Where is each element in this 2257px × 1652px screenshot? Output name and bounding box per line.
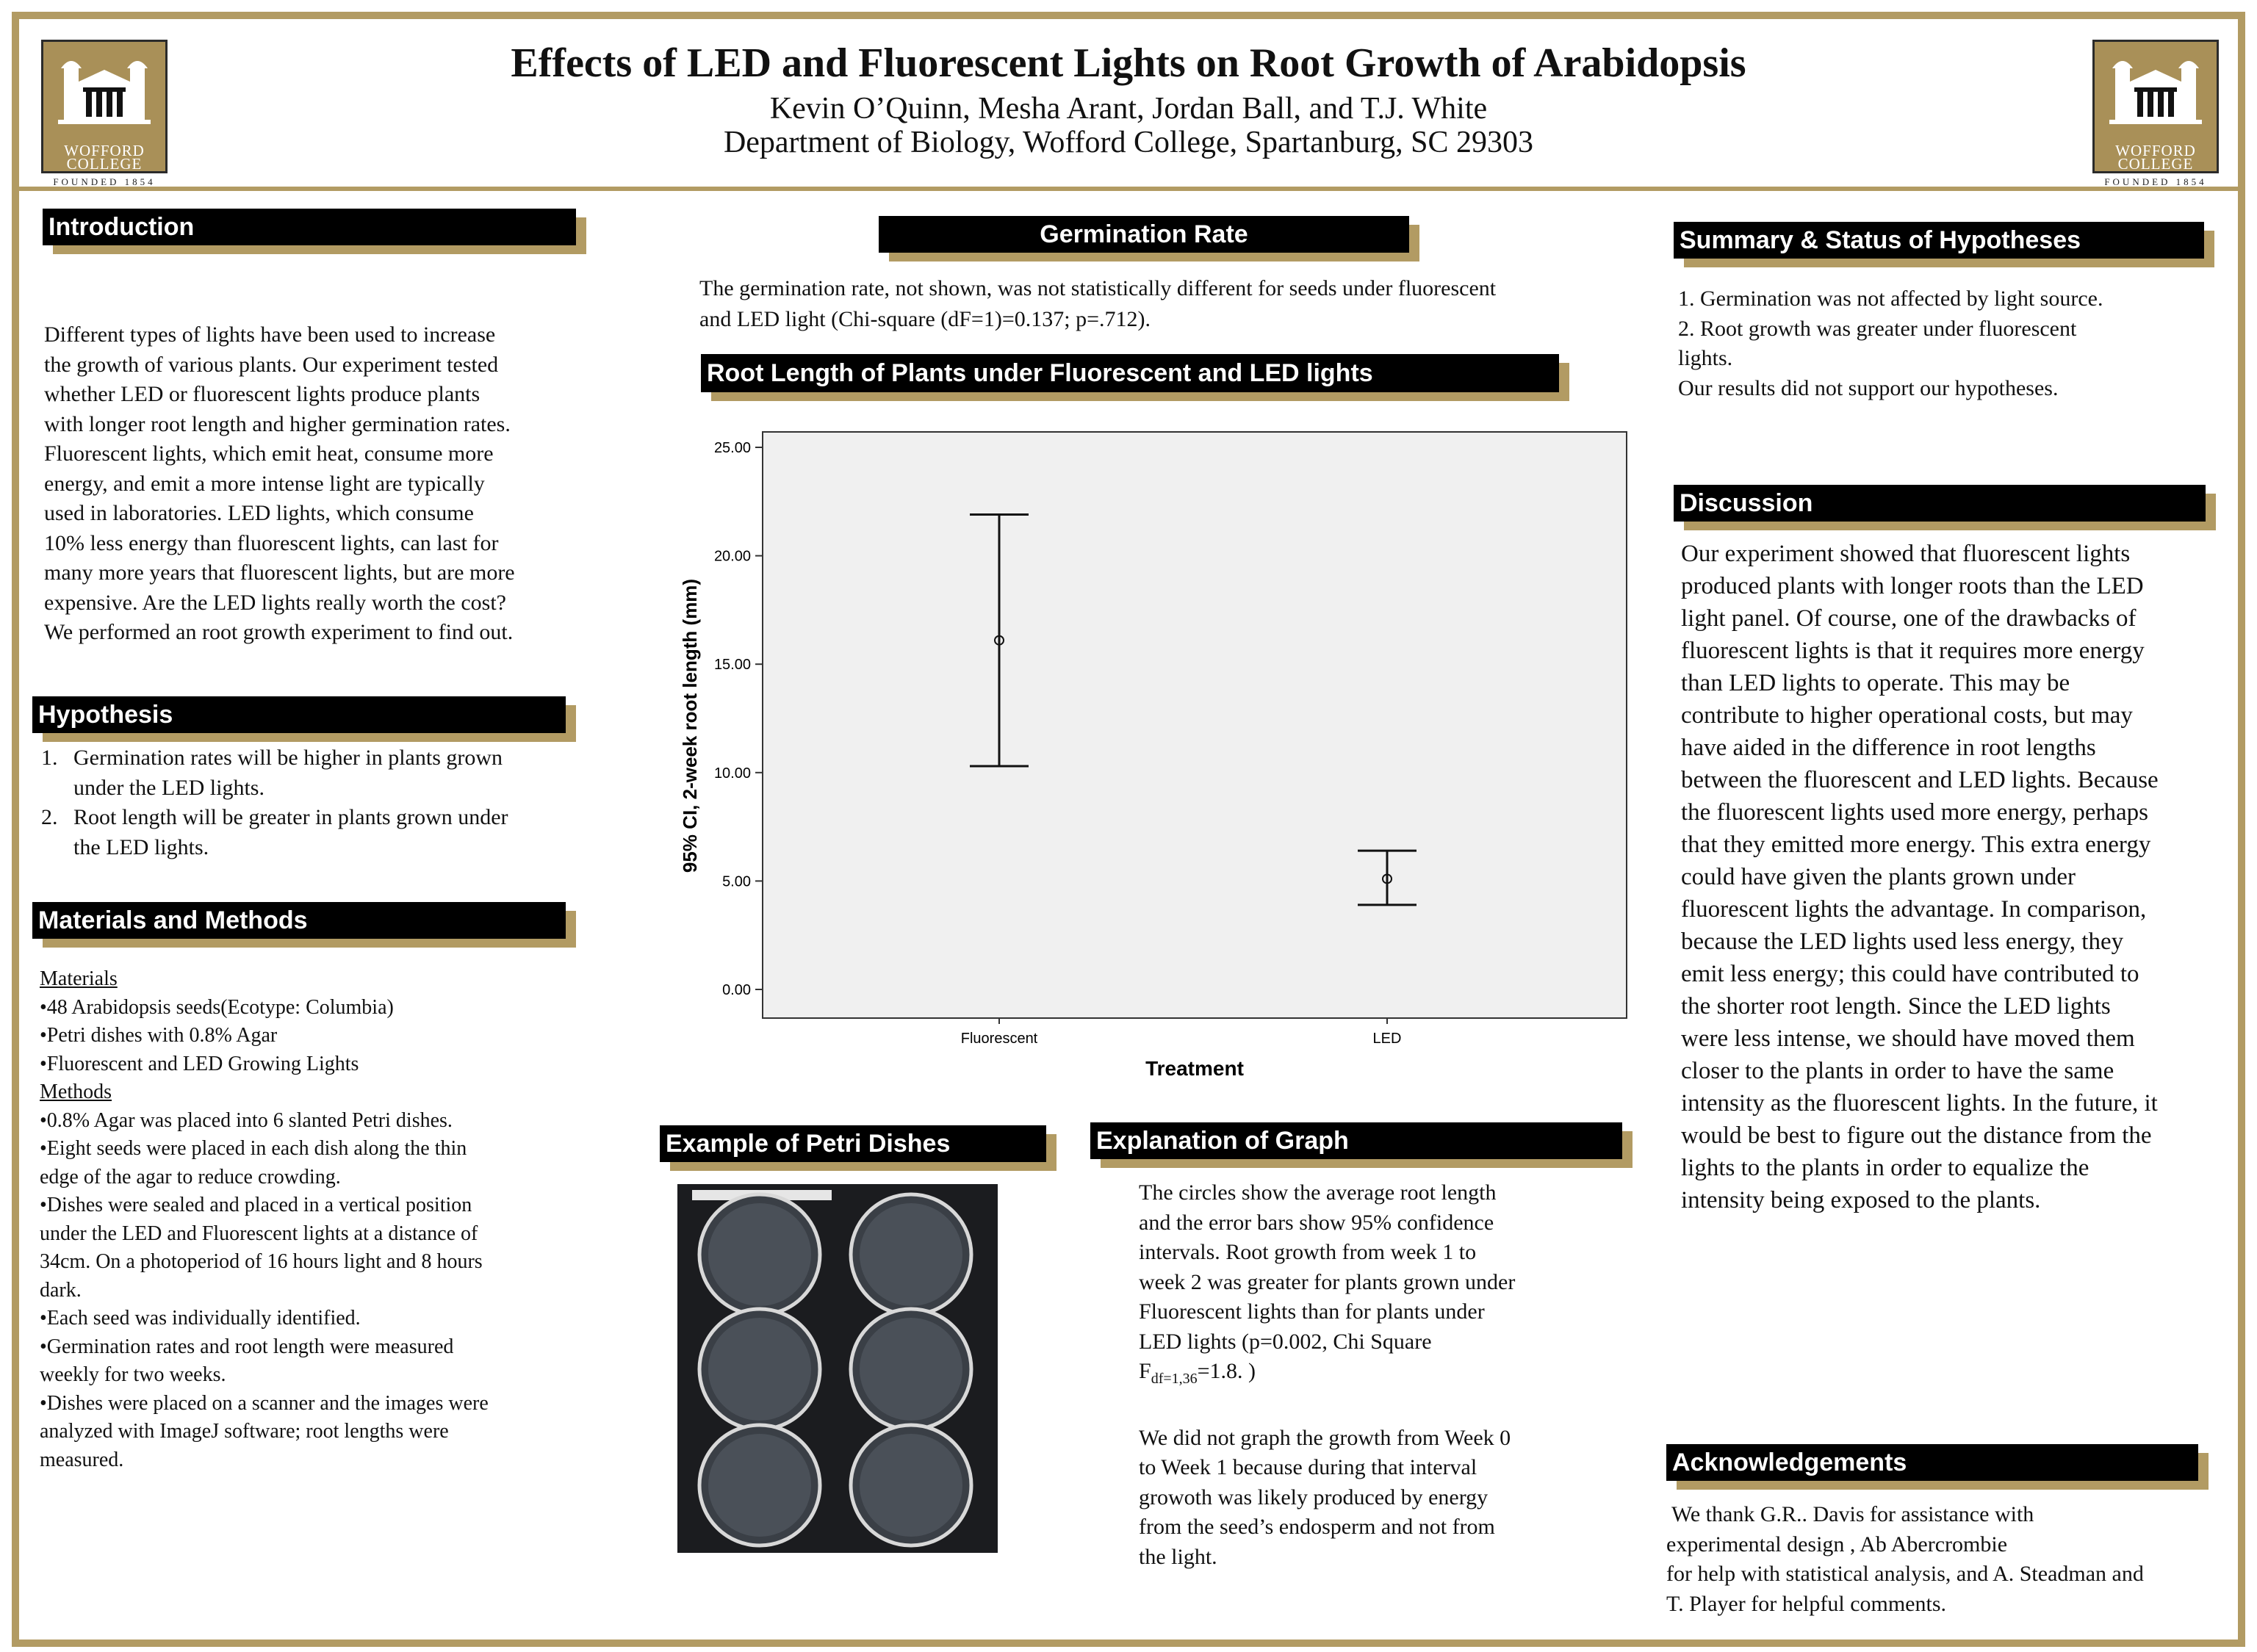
text-line: We thank G.R.. Davis for assistance with [1666,1502,2034,1526]
petri-dishes-photo [677,1184,998,1553]
germination-heading: Germination Rate [879,216,1409,253]
methods-heading: Materials and Methods [32,902,566,939]
petri-dish [699,1309,820,1429]
petri-dish [851,1309,971,1429]
petri-dish [699,1194,820,1315]
logo-founded: FOUNDED 1854 [2104,176,2207,187]
text-line: intensity as the fluorescent lights. In the future, it [1681,1090,2158,1117]
text-line: contribute to higher operational costs, but may [1681,702,2133,729]
text-line: that they emitted more energy. This extra energy [1681,832,2151,858]
text-line: 1. Germination was not affected by light source. [1678,286,2103,311]
text-line: •Dishes were placed on a scanner and the images were [40,1391,489,1415]
text-line: were less intense, we should have moved them [1681,1025,2135,1052]
acknowledgements-heading: Acknowledgements [1666,1444,2198,1481]
petri-dish [851,1425,971,1545]
text-line: edge of the agar to reduce crowding. [40,1165,341,1188]
text-line: The circles show the average root length [1139,1180,1497,1205]
root-chart-heading: Root Length of Plants under Fluorescent and LED lights [701,354,1559,392]
text-line: intervals. Root growth from week 1 to [1139,1240,1477,1264]
explanation-text [1139,1178,1594,1572]
text-line: week 2 was greater for plants grown under [1139,1269,1516,1294]
introduction-text [44,320,602,648]
explanation-heading: Explanation of Graph [1090,1122,1622,1159]
text-line: produced plants with longer roots than the LED [1681,573,2144,599]
y-tick-label: 0.00 [722,982,751,998]
text-line: LED lights (p=0.002, Chi Square [1139,1329,1432,1354]
text-line: lights. [1678,346,1733,370]
root-length-chart [664,419,1649,1080]
text-line: many more years that fluorescent lights, but are more [44,560,515,585]
text-line: used in laboratories. LED lights, which consume [44,501,474,525]
text-line: and the error bars show 95% confidence [1139,1210,1494,1235]
y-tick-label: 25.00 [713,440,751,456]
text-line: 34cm. On a photoperiod of 16 hours light and 8 hours [40,1250,483,1273]
text-line: under the LED and Fluorescent lights at a distance of [40,1222,478,1245]
y-tick-label: 15.00 [713,657,751,674]
text-line: experimental design , Ab Abercrombie [1666,1532,2008,1557]
logo-college: COLLEGE [2117,155,2194,173]
text-line: would be best to figure out the distance from the [1681,1122,2152,1149]
petri-heading: Example of Petri Dishes [660,1125,1046,1162]
logo-college: COLLEGE [66,155,143,173]
hypothesis-list [41,743,585,862]
text-line: T. Player for helpful comments. [1666,1591,1947,1616]
poster-title: Effects of LED and Fluorescent Lights on Root Growth of Arabidopsis [511,40,1746,86]
text-line: to Week 1 because during that interval [1139,1455,1477,1479]
text-line: Fluorescent lights than for plants under [1139,1299,1485,1324]
text-line: We performed an root growth experiment to find out. [44,620,514,644]
materials-subheading: Materials [40,967,118,990]
poster-authors: Kevin O’Quinn, Mesha Arant, Jordan Ball, and T.J. White [769,92,1488,126]
text-line: the shorter root length. Since the LED lights [1681,993,2111,1020]
text-line: We did not graph the growth from Week 0 [1139,1425,1511,1450]
text-line: energy, and emit a more intense light are typically [44,471,485,496]
x-tick-labels [961,1018,1402,1047]
text-line: the growth of various plants. Our experiment tested [44,352,499,377]
text-line: the light. [1139,1544,1217,1569]
summary-text [1678,284,2207,403]
text-line: •Eight seeds were placed in each dish along the thin [40,1137,467,1160]
y-tick-label: 10.00 [713,765,751,782]
text-line: emit less energy; this could have contributed to [1681,961,2139,987]
plot-area [763,432,1627,1018]
text-line: the fluorescent lights used more energy, perhaps [1681,799,2148,826]
methods-subheading: Methods [40,1081,112,1103]
text-line: •0.8% Agar was placed into 6 slanted Petri dishes. [40,1108,453,1132]
text-line: Our results did not support our hypotheses. [1678,375,2059,400]
y-tick-label: 5.00 [722,873,751,890]
text-line: lights to the plants in order to equalize the [1681,1155,2089,1181]
text-line: intensity being exposed to the plants. [1681,1187,2041,1213]
text-line: •Germination rates and root length were measured [40,1335,454,1358]
text-line: from the seed’s endosperm and not from [1139,1515,1495,1539]
summary-heading: Summary & Status of Hypotheses [1674,222,2204,259]
text-line: dark. [40,1278,82,1302]
logo-wofford: WOFFORD [64,142,145,159]
hypothesis-heading: Hypothesis [32,696,566,733]
text-line: •Petri dishes with 0.8% Agar [40,1024,278,1047]
logo-founded: FOUNDED 1854 [53,176,156,187]
discussion-heading: Discussion [1674,485,2206,522]
text-line: 2. Root growth was greater under fluorescent [1678,316,2077,341]
text-line: growoth was likely produced by energy [1139,1485,1489,1509]
text-line: than LED lights to operate. This may be [1681,670,2070,696]
text-line: •Dishes were sealed and placed in a vertical position [40,1194,472,1216]
x-tick-label: LED [1372,1031,1402,1047]
text-line: for help with statistical analysis, and A. Steadman and [1666,1562,2144,1586]
text-line: 10% less energy than fluorescent lights, can last for [44,530,499,555]
text-line: weekly for two weeks. [40,1363,226,1386]
y-tick-label: 20.00 [713,548,751,565]
acknowledgements-text [1666,1500,2225,1619]
text-line: could have given the plants grown under [1681,864,2076,890]
germination-text [699,273,1610,335]
y-axis-label: 95% CI, 2-week root length (mm) [679,578,701,873]
text-line: because the LED lights used less energy, they [1681,928,2124,955]
text-line: with longer root length and higher germination rates. [44,411,511,436]
text-line: and LED light (Chi-square (dF=1)=0.137; p=.712). [699,307,1151,331]
header-divider [19,187,2245,191]
text-line: closer to the plants in order to have the same [1681,1058,2114,1084]
introduction-heading: Introduction [43,209,576,245]
text-line: expensive. Are the LED lights really worth the cost? [44,590,506,615]
petri-dish [699,1425,820,1545]
discussion-text [1681,538,2225,1216]
petri-dish [851,1194,971,1315]
text-line: whether LED or fluorescent lights produce plants [44,382,480,406]
hypothesis-item: 2. Root length will be greater in plants grown under the LED lights. [41,805,508,859]
logo-wofford: WOFFORD [2115,142,2196,159]
text-line: •48 Arabidopsis seeds(Ecotype: Columbia) [40,995,394,1019]
formula-line: $F_{df=1,36}=1.8$. ) [1139,1359,1256,1387]
text-line: analyzed with ImageJ software; root lengths were [40,1420,449,1443]
text-line: light panel. Of course, one of the drawbacks of [1681,605,2137,632]
text-line: Fluorescent lights, which emit heat, consume more [44,441,494,466]
text-line: between the fluorescent and LED lights. Because [1681,767,2159,793]
hypothesis-item: 1. Germination rates will be higher in plants grown under the LED lights. [41,746,503,800]
text-line: Our experiment showed that fluorescent lights [1681,541,2131,567]
y-axis [714,440,763,998]
text-line: •Each seed was individually identified. [40,1307,361,1330]
x-tick-label: Fluorescent [960,1031,1038,1047]
text-line: Different types of lights have been used to increase [44,322,496,347]
text-line: •Fluorescent and LED Growing Lights [40,1052,359,1075]
x-axis-label: Treatment [1145,1057,1244,1080]
text-line: The germination rate, not shown, was not statistically different for seeds under fluorescent [699,276,1497,300]
methods-text [40,965,598,1474]
blank-line [1139,1394,1594,1424]
text-line: fluorescent lights is that it requires more energy [1681,638,2145,664]
poster-department: Department of Biology, Wofford College, Spartanburg, SC 29303 [723,126,1534,159]
text-line: measured. [40,1448,124,1471]
text-line: have aided in the difference in root lengths [1681,735,2096,761]
text-line: fluorescent lights the advantage. In comparison, [1681,896,2147,923]
